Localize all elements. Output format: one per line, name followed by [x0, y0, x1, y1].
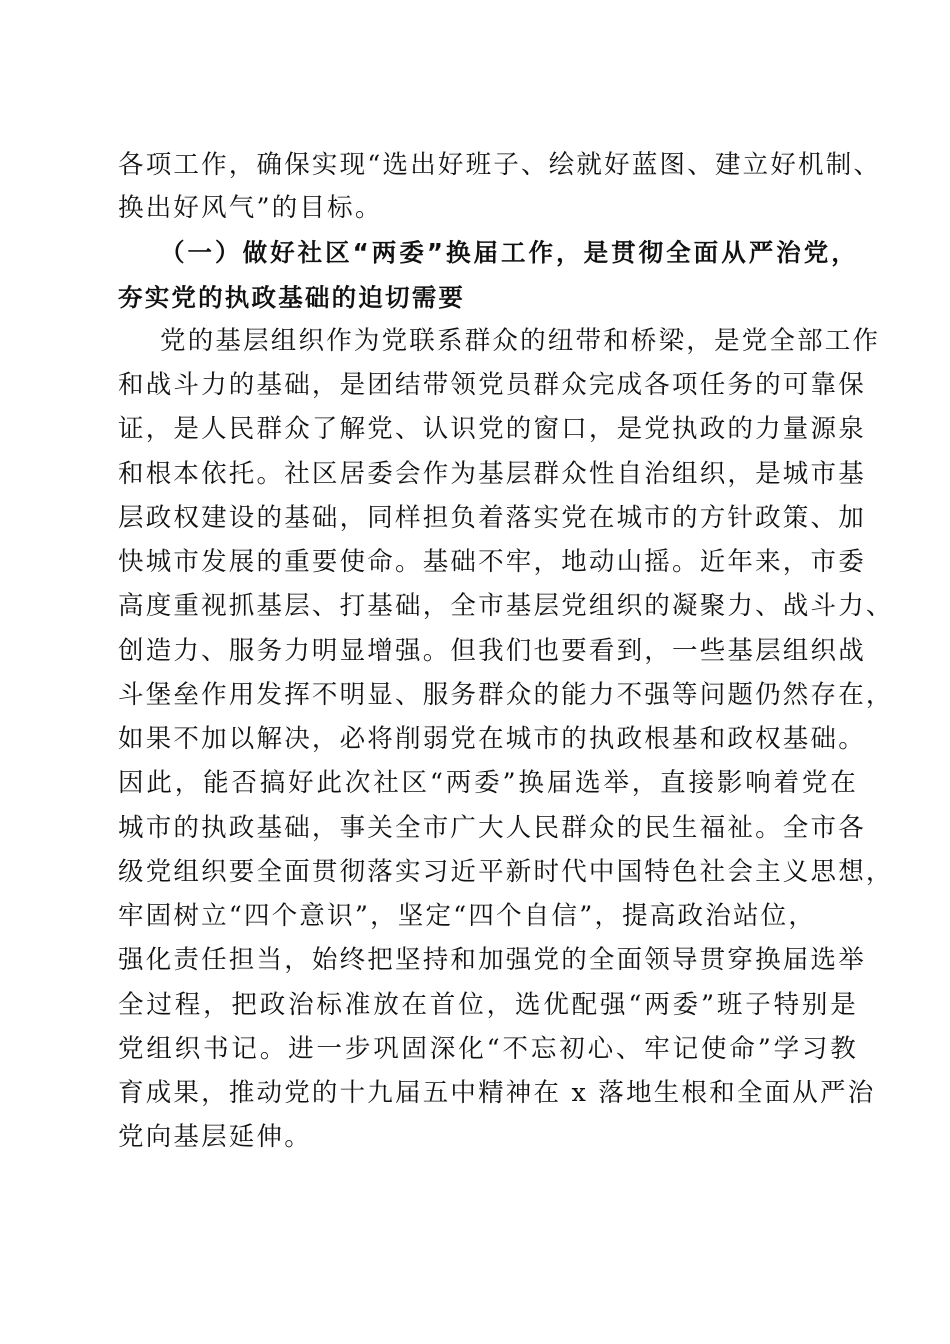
paragraph-line: 党组织书记。进一步巩固深化“不忘初心、牢记使命”学习教: [118, 1034, 858, 1064]
section-heading: （一）做好社区“两委”换届工作，是贯彻全面从严治党，: [160, 238, 858, 267]
paragraph-line: 斗堡垒作用发挥不明显、服务群众的能力不强等问题仍然存在，: [118, 680, 894, 710]
paragraph-line: 育成果，推动党的十九届五中精神在 x 落地生根和全面从严治: [118, 1078, 876, 1108]
paragraph-line: 党的基层组织作为党联系群众的纽带和桥梁，是党全部工作: [160, 326, 881, 356]
paragraph-line: 换出好风气”的目标。: [118, 193, 383, 223]
paragraph-line: 高度重视抓基层、打基础，全市基层党组织的凝聚力、战斗力、: [118, 591, 894, 621]
paragraph-line: 和根本依托。社区居委会作为基层群众性自治组织，是城市基: [118, 459, 866, 489]
paragraph-line: 和战斗力的基础，是团结带领党员群众完成各项任务的可靠保: [118, 370, 866, 400]
paragraph-line: 牢固树立“四个意识”，坚定“四个自信”，提高政治站位，: [118, 901, 817, 931]
paragraph-line: 证，是人民群众了解党、认识党的窗口，是党执政的力量源泉: [118, 414, 866, 444]
paragraph-line: 创造力、服务力明显增强。但我们也要看到，一些基层组织战: [118, 636, 866, 666]
paragraph-line: 快城市发展的重要使命。基础不牢，地动山摇。近年来，市委: [118, 547, 866, 577]
paragraph-line: 全过程，把政治标准放在首位，选优配强“两委”班子特别是: [118, 990, 858, 1020]
paragraph-line: 党向基层延伸。: [118, 1122, 312, 1152]
section-heading: 夯实党的执政基础的迫切需要: [118, 283, 466, 312]
paragraph-line: 强化责任担当，始终把坚持和加强党的全面领导贯穿换届选举: [118, 945, 866, 975]
paragraph-line: 层政权建设的基础，同样担负着落实党在城市的方针政策、加: [118, 503, 866, 533]
paragraph-line: 如果不加以解决，必将削弱党在城市的执政根基和政权基础。: [118, 724, 866, 754]
paragraph-line: 级党组织要全面贯彻落实习近平新时代中国特色社会主义思想，: [118, 857, 894, 887]
paragraph-line: 各项工作，确保实现“选出好班子、绘就好蓝图、建立好机制、: [118, 150, 882, 180]
paragraph-line: 因此，能否搞好此次社区“两委”换届选举，直接影响着党在: [118, 768, 858, 798]
paragraph-line: 城市的执政基础，事关全市广大人民群众的民生福祉。全市各: [118, 813, 866, 843]
